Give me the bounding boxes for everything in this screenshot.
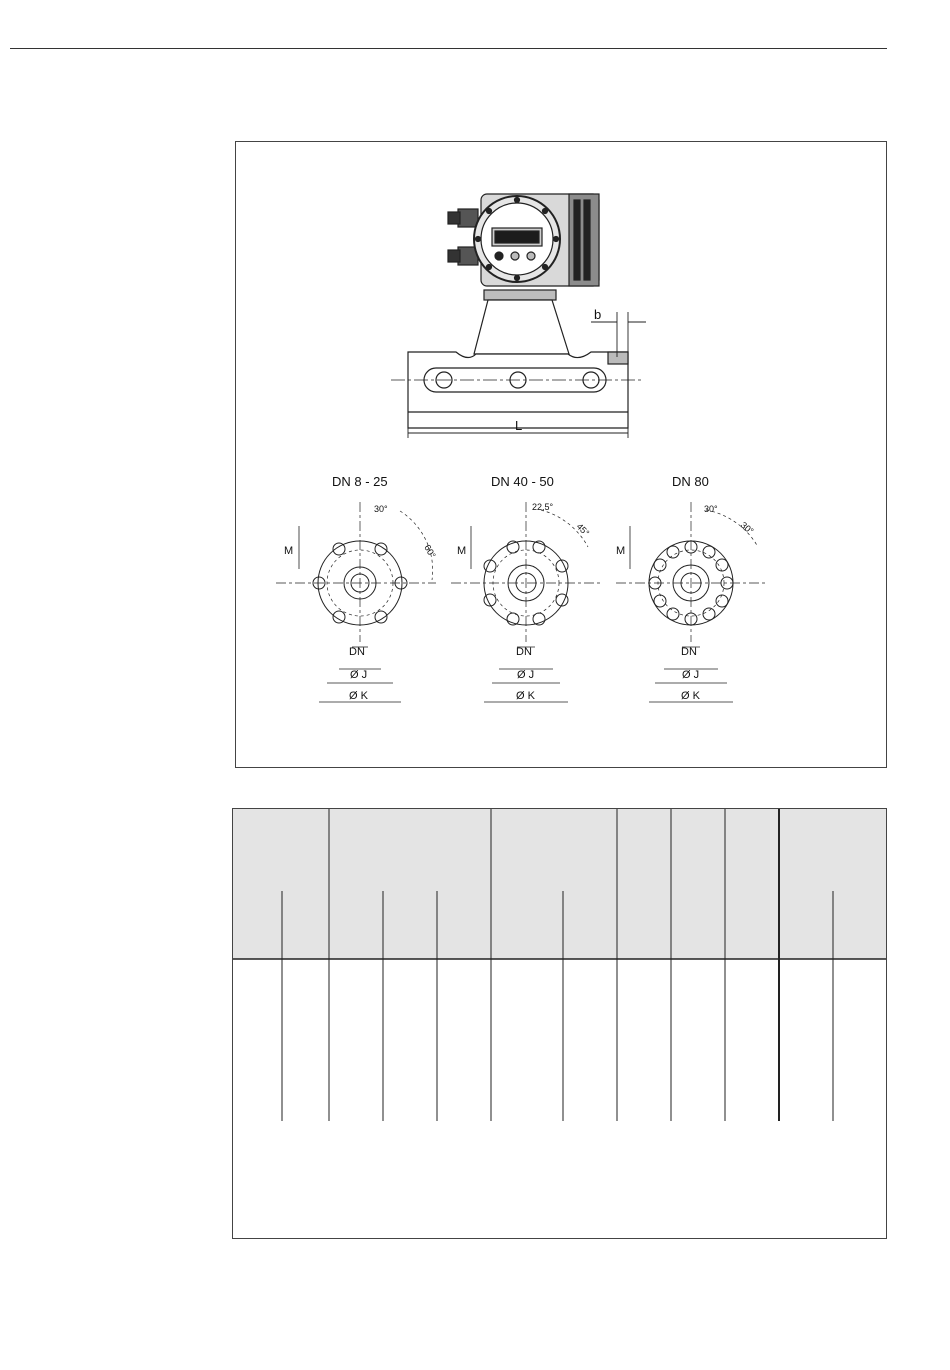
label-m-1: M [284, 545, 294, 557]
label-dn-3: DN [681, 646, 697, 658]
label-dn-2: DN [516, 646, 532, 658]
label-k-1: Ø K [349, 690, 368, 702]
variant-title-2: DN 40 - 50 [491, 474, 554, 489]
angle-2a: 22,5° [532, 502, 554, 512]
dimensions-table [232, 808, 887, 1239]
label-l: L [515, 418, 523, 433]
variant-title-3: DN 80 [672, 474, 709, 489]
label-j-2: Ø J [517, 669, 535, 681]
table-header-band [233, 809, 886, 959]
variant-title-1: DN 8 - 25 [332, 474, 388, 489]
dimensions-table-grid [233, 809, 886, 1238]
label-j-1: Ø J [350, 669, 368, 681]
angle-3b: 30° [738, 519, 756, 537]
flange-dn8-25 [276, 502, 436, 642]
page-header-rule [10, 48, 887, 49]
label-k-2: Ø K [516, 690, 535, 702]
label-b: b [594, 307, 602, 322]
label-m-3: M [616, 545, 626, 557]
dimension-drawing-figure [235, 141, 887, 768]
label-k-3: Ø K [681, 690, 700, 702]
angle-2b: 45° [574, 521, 592, 539]
angle-3a: 30° [704, 504, 718, 514]
label-j-3: Ø J [682, 669, 700, 681]
angle-1b: 60° [422, 543, 438, 560]
dimension-drawing [236, 142, 886, 767]
angle-1a: 30° [374, 504, 388, 514]
label-m-2: M [457, 545, 467, 557]
label-dn-1: DN [349, 646, 365, 658]
flange-dn40-50 [451, 502, 601, 642]
